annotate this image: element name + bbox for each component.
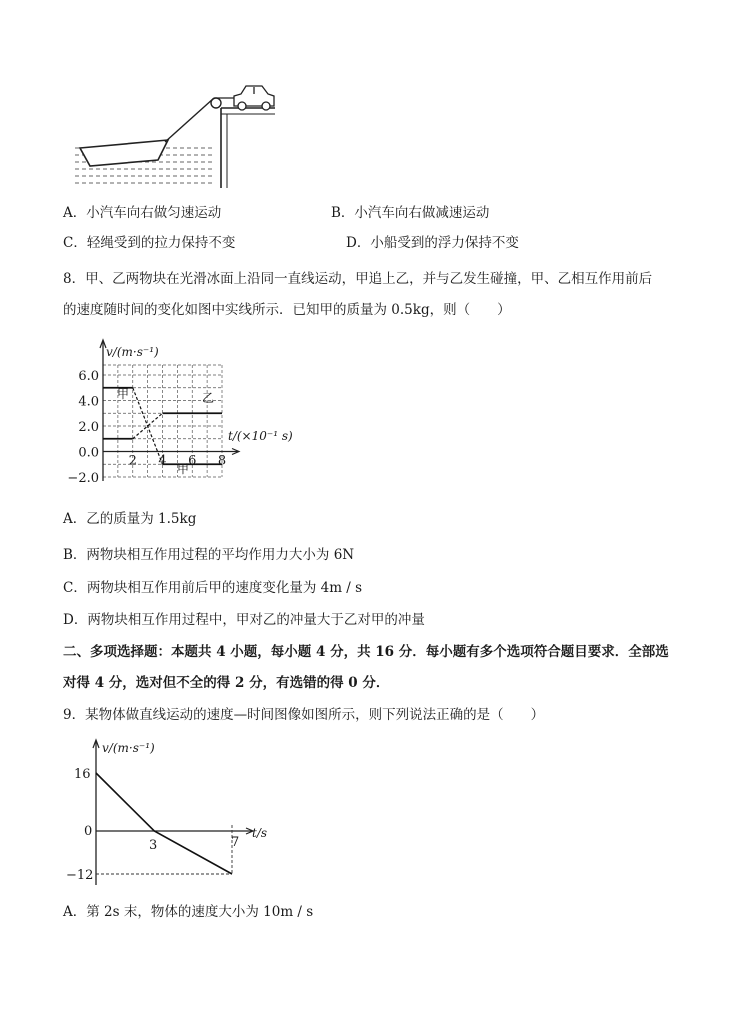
q8-stem-line2: 的速度随时间的变化如图中实线所示．已知甲的质量为 0.5kg，则（ ） (63, 302, 511, 318)
q8-stem-line1: 8．甲、乙两物块在光滑冰面上沿同一直线运动，甲追上乙，并与乙发生碰撞，甲、乙相互作用前后 (63, 271, 653, 287)
car (234, 86, 274, 110)
q8-xtick-label: 4 (158, 453, 167, 469)
q7-figure (0, 0, 737, 200)
q8-xlabel: t/(×10⁻¹ s) (228, 429, 293, 443)
q9-y-bottom: −12 (66, 868, 94, 883)
q9-ylabel: v/(m·s⁻¹) (102, 741, 155, 755)
q9-y-top: 16 (74, 767, 91, 782)
q8-ytick-label: 0.0 (78, 445, 99, 461)
q9-y-zero: 0 (84, 824, 93, 839)
q7-option-a[interactable]: A．小汽车向右做匀速运动 (63, 205, 222, 221)
q8-label-jia-bottom: 甲 (177, 462, 190, 476)
section2-heading-line2: 对得 4 分，选对但不全的得 2 分，有选错的得 0 分． (63, 675, 390, 691)
q7-option-b[interactable]: B．小汽车向右做减速运动 (331, 205, 490, 221)
q8-xtick-label: 8 (217, 453, 227, 469)
q8-option-b[interactable]: B．两物块相互作用过程的平均作用力大小为 6N (63, 547, 355, 563)
q8-label-jia-top: 甲 (117, 387, 130, 401)
q9-option-a[interactable]: A．第 2s 末，物体的速度大小为 10m / s (63, 904, 314, 920)
q9-series-v (96, 773, 232, 874)
rope (165, 98, 214, 142)
q8-option-d[interactable]: D．两物块相互作用过程中，甲对乙的冲量大于乙对甲的冲量 (63, 612, 425, 628)
q8-ylabel: v/(m·s⁻¹) (106, 345, 159, 359)
q8-xtick-label: 2 (128, 453, 137, 469)
q8-option-a[interactable]: A．乙的质量为 1.5kg (63, 511, 197, 527)
q7-options-row1 (63, 204, 490, 222)
q7-option-d[interactable]: D．小船受到的浮力保持不变 (346, 235, 519, 251)
section2-heading-line1: 二、多项选择题：本题共 4 小题，每小题 4 分，共 16 分．每小题有多个选项符合题目要求．全部选 (63, 644, 669, 660)
q9-x-mid: 3 (149, 838, 158, 853)
q9-stem: 9．某物体做直线运动的速度—时间图像如图所示，则下列说法正确的是（ ） (63, 707, 545, 723)
q8-ytick-label: 6.0 (78, 369, 99, 384)
pulley (211, 98, 221, 108)
q8-label-yi: 乙 (202, 391, 215, 405)
q9-xlabel: t/s (252, 826, 268, 840)
q8-ytick-label: −2.0 (67, 471, 99, 486)
q9-velocity-graph (0, 735, 737, 895)
q9-x-end: 7 (231, 835, 240, 850)
q8-xtick-label: 6 (188, 453, 197, 469)
q9-axes (93, 740, 253, 885)
q8-ytick-label: 2.0 (78, 420, 99, 435)
q8-velocity-graph (0, 330, 737, 490)
q7-options-row2 (63, 234, 519, 252)
q8-ytick-label: 4.0 (78, 394, 99, 410)
q7-option-c[interactable]: C．轻绳受到的拉力保持不变 (63, 235, 236, 251)
q8-option-c[interactable]: C．两物块相互作用前后甲的速度变化量为 4m / s (63, 580, 363, 596)
